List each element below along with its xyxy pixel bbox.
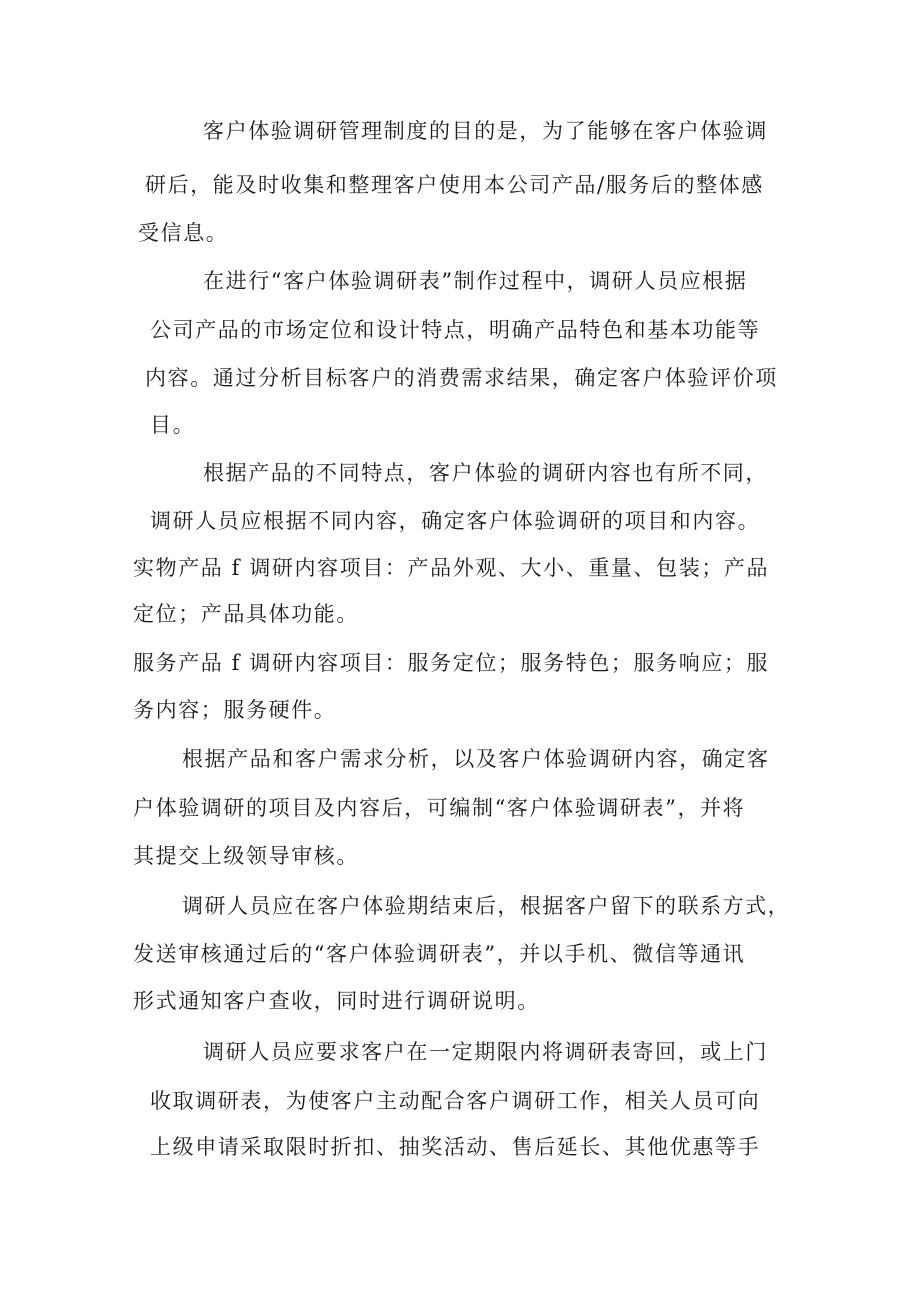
text-line: 收取调研表，为使客户主动配合客户调研工作，相关人员可向 <box>150 1089 761 1113</box>
text-line: 调研人员应在客户体验期结束后，根据客户留下的联系方式， <box>182 894 791 918</box>
text-line: 服务产品 f 调研内容项目：服务定位；服务特色；服务响应；服 <box>133 651 770 675</box>
text-line: 务内容；服务硬件。 <box>133 698 337 722</box>
text-line: 户体验调研的项目及内容后，可编制“客户体验调研表”，并将 <box>133 796 746 820</box>
text-line: 客户体验调研管理制度的目的是，为了能够在客户体验调 <box>203 119 768 143</box>
text-line: 其提交上级领导审核。 <box>133 844 359 868</box>
text-line: 发送审核通过后的“客户体验调研表”，并以手机、微信等通讯 <box>133 942 746 966</box>
text-line: 定位；产品具体功能。 <box>133 602 359 626</box>
text-line: 上级申请采取限时折扣、抽奖活动、售后延长、其他优惠等手 <box>150 1135 761 1159</box>
text-line: 受信息。 <box>138 221 229 245</box>
text-line: 根据产品的不同特点，客户体验的调研内容也有所不同， <box>203 461 768 485</box>
text-line: 在进行“客户体验调研表”制作过程中，调研人员应根据 <box>203 269 748 293</box>
text-line: 研后，能及时收集和整理客户使用本公司产品/服务后的整体感 <box>145 173 764 197</box>
text-line: 调研人员应要求客户在一定期限内将调研表寄回，或上门 <box>203 1040 768 1064</box>
text-line: 形式通知客户查收，同时进行调研说明。 <box>133 989 540 1013</box>
text-line: 公司产品的市场定位和设计特点，明确产品特色和基本功能等 <box>150 318 761 342</box>
text-line: 实物产品 f 调研内容项目：产品外观、大小、重量、包装；产品 <box>133 556 770 580</box>
text-line: 内容。通过分析目标客户的消费需求结果，确定客户体验评价项 <box>145 366 778 390</box>
text-line: 调研人员应根据不同内容，确定客户体验调研的项目和内容。 <box>150 509 761 533</box>
text-line: 根据产品和客户需求分析，以及客户体验调研内容，确定客 <box>182 747 770 771</box>
text-line: 目。 <box>150 413 196 437</box>
